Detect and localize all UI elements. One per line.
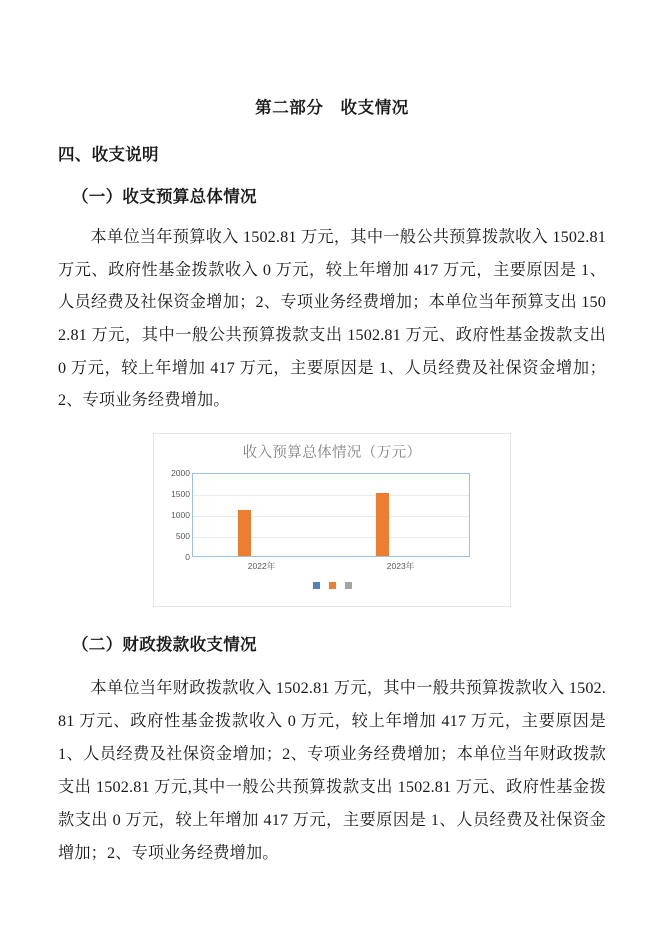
section-heading: 四、收支说明 bbox=[58, 144, 159, 164]
part-title-sub: 收支情况 bbox=[340, 98, 409, 117]
subsection-1-heading: （一）收支预算总体情况 bbox=[72, 186, 257, 206]
subsection-2-heading: （二）财政拨款收支情况 bbox=[72, 634, 257, 654]
chart-title: 收入预算总体情况（万元） bbox=[242, 444, 422, 461]
y-tick-label: 2000 bbox=[171, 467, 190, 478]
chart-bar bbox=[238, 510, 251, 556]
chart-plot-area bbox=[192, 473, 470, 557]
legend-swatch bbox=[313, 582, 320, 589]
chart-container bbox=[58, 433, 606, 607]
chart-legend bbox=[154, 582, 510, 589]
x-tick-label: 2023年 bbox=[386, 560, 415, 571]
chart-bar bbox=[376, 493, 389, 556]
paragraph-2: 本单位当年财政拨款收入 1502.81 万元，其中一般共预算拨款收入 1502.81 万元、政府性基金拨款收入 0 万元，较上年增加 417 万元，主要原因是 1、人员经费及社保资金增加；2、专项业务经费增加；本单位当年财政拨款支出 1502.81 万元,其中一般公共预算拨款支出 1502.81 万元、政府性基金拨款支出 0 万元，较上年增加 417 万元，主要原因是 1、人员经费及社保资金增加；2、专项业务经费增加。 bbox=[58, 678, 606, 862]
x-tick-label: 2022年 bbox=[247, 560, 276, 571]
y-tick-label: 500 bbox=[175, 530, 190, 541]
bar-group bbox=[331, 474, 469, 556]
part-title-main: 第二部分 bbox=[255, 98, 324, 117]
income-budget-bar-chart bbox=[153, 433, 511, 607]
chart-bars-layer bbox=[193, 474, 469, 556]
y-tick-label: 0 bbox=[185, 551, 190, 562]
legend-swatch bbox=[329, 582, 336, 589]
y-tick-label: 1000 bbox=[171, 509, 190, 520]
bar-group bbox=[193, 474, 331, 556]
legend-swatch bbox=[345, 582, 352, 589]
y-axis-ticks bbox=[154, 467, 190, 562]
part-title bbox=[58, 96, 606, 121]
y-tick-label: 1500 bbox=[171, 488, 190, 499]
document-content bbox=[58, 96, 606, 870]
paragraph-1: 本单位当年预算收入 1502.81 万元，其中一般公共预算拨款收入 1502.81 万元、政府性基金拨款收入 0 万元，较上年增加 417 万元，主要原因是 1、人员经费及社保资金增加；2、专项业务经费增加；本单位当年预算支出 1502.81 万元，其中一般公共预算拨款支出 1502.81 万元、政府性基金拨款支出 0 万元，较上年增加 417 万元，主要原因是 1、人员经费及社保资金增加；2、专项业务经费增加。 bbox=[58, 228, 606, 410]
x-axis-labels bbox=[192, 560, 470, 574]
